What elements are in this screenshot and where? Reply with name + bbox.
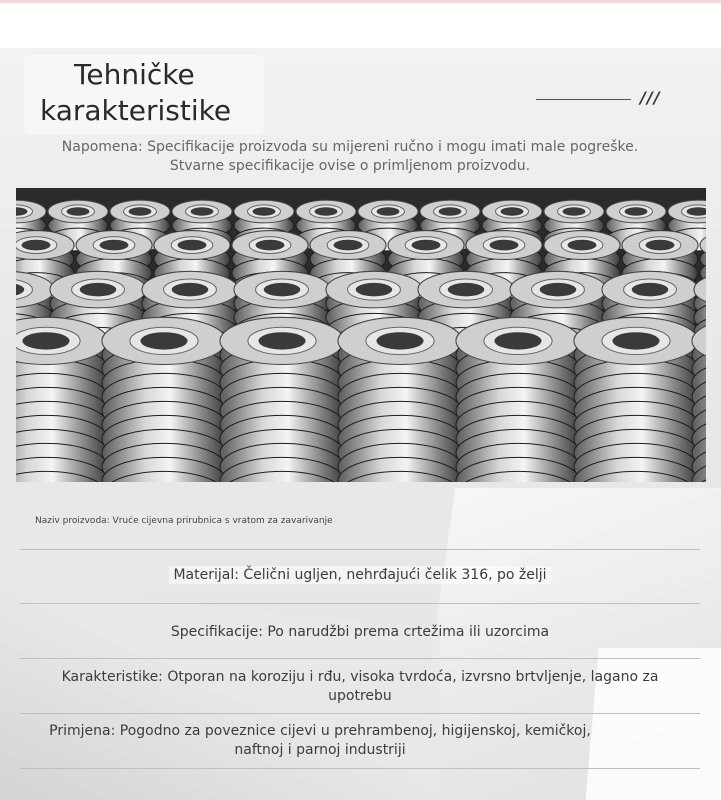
decorative-line — [536, 99, 631, 100]
disclaimer-note: Napomena: Specifikacije proizvoda su mijereni ručno i mogu imati male pogreške. Stvarne specifikacije ovise o primljenom proizvodu. — [61, 139, 639, 174]
product-photo — [16, 188, 706, 482]
top-band — [0, 0, 721, 51]
page-title-line2: karakteristike — [40, 94, 232, 127]
spec-specification: Specifikacije: Po narudžbi prema crtežima ili uzorcima — [170, 624, 550, 640]
spec-product-name: Naziv proizvoda: Vruće cijevna prirubnica s vratom za zavarivanje — [35, 516, 333, 526]
decorative-slashes: /// — [640, 88, 661, 107]
page-title-line1: Tehničke — [74, 58, 195, 91]
spec-material: Materijal: Čelični ugljen, nehrđajući čelik 316, po želji — [40, 566, 680, 585]
divider — [20, 549, 700, 550]
divider — [20, 658, 700, 659]
divider — [20, 603, 700, 604]
flange-stack-photo-icon — [16, 188, 706, 482]
spec-characteristics: Karakteristike: Otporan na koroziju i rđu, visoka tvrdoća, izvrsno brtvljenje, lagano za upotrebu — [61, 669, 659, 704]
spec-application: Primjena: Pogodno za poveznice cijevi u prehrambenoj, higijenskoj, kemičkoj, naftnoj i parnoj industriji — [49, 723, 591, 758]
divider — [20, 768, 700, 769]
divider — [20, 713, 700, 714]
